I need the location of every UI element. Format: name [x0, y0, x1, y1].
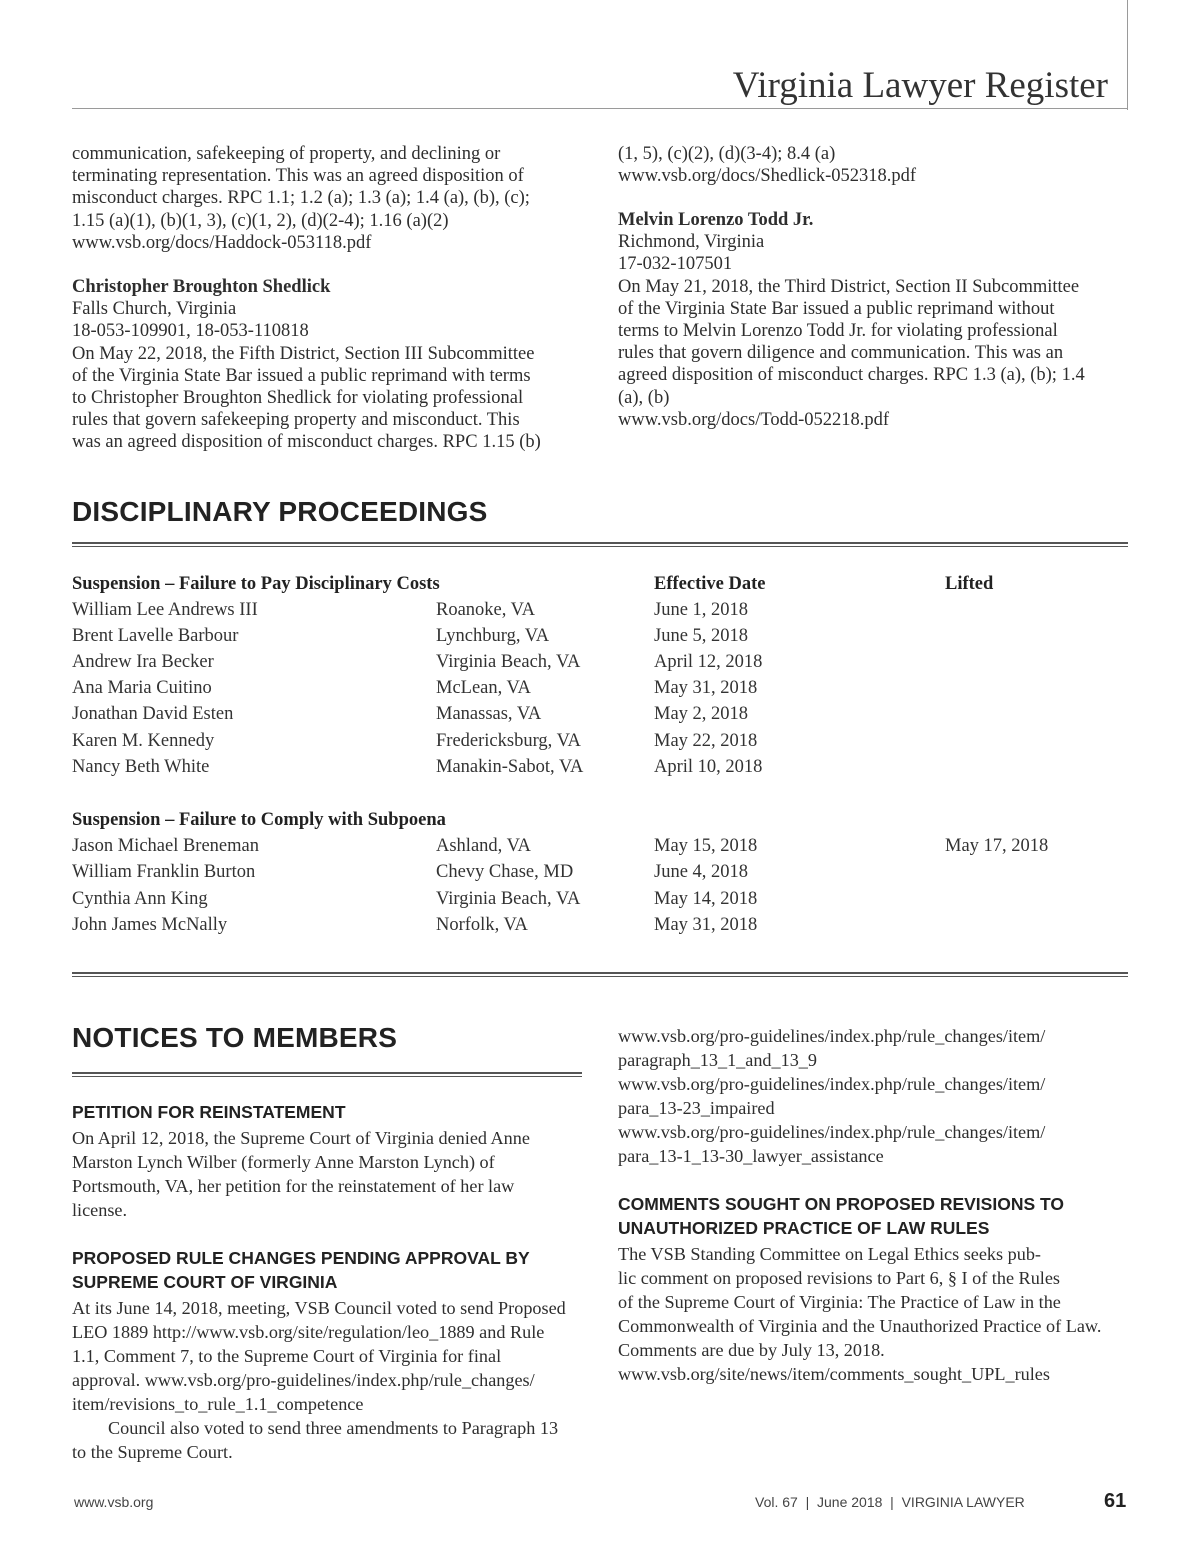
row-effective: June 4, 2018	[654, 862, 749, 882]
text-line: LEO 1889 http://www.vsb.org/site/regulation/leo_1889 and Rule	[72, 1322, 545, 1342]
row-location: Norfolk, VA	[436, 915, 528, 935]
text-line: The VSB Standing Committee on Legal Ethics seeks pub-	[618, 1244, 1041, 1264]
link-line: para_13-1_13-30_lawyer_assistance	[618, 1146, 884, 1166]
link-line: paragraph_13_1_and_13_9	[618, 1050, 817, 1070]
row-effective: April 12, 2018	[654, 652, 763, 672]
row-name: Jason Michael Breneman	[72, 836, 259, 856]
text-line: Portsmouth, VA, her petition for the reinstatement of her law	[72, 1176, 515, 1196]
row-location: Roanoke, VA	[436, 600, 536, 620]
row-effective: May 31, 2018	[654, 678, 758, 698]
link-line: www.vsb.org/pro-guidelines/index.php/rule_changes/item/	[618, 1122, 1046, 1142]
text-line: Commonwealth of Virginia and the Unauthorized Practice of Law.	[618, 1316, 1102, 1336]
text-line: 1.1, Comment 7, to the Supreme Court of Virginia for final	[72, 1346, 502, 1366]
shedlick-entry	[72, 276, 592, 454]
row-name: Karen M. Kennedy	[72, 731, 215, 751]
text-line: On May 22, 2018, the Fifth District, Section III Subcommittee	[72, 343, 535, 364]
row-effective: May 31, 2018	[654, 915, 758, 935]
header-rule	[72, 108, 1128, 109]
row-effective: April 10, 2018	[654, 757, 763, 777]
row-name: William Franklin Burton	[72, 862, 256, 882]
text-line: license.	[72, 1200, 128, 1220]
link-line: www.vsb.org/pro-guidelines/index.php/rule_changes/item/	[618, 1074, 1046, 1094]
publication-title: Virginia Lawyer Register	[732, 65, 1108, 106]
group-title: Suspension – Failure to Pay Disciplinary Costs	[72, 574, 440, 594]
text-line: of the Virginia State Bar issued a public reprimand without	[618, 298, 1055, 319]
text-line: www.vsb.org/docs/Haddock-053118.pdf	[72, 232, 372, 253]
row-name: William Lee Andrews III	[72, 600, 258, 620]
row-location: Virginia Beach, VA	[436, 889, 581, 909]
text-line: to the Supreme Court.	[72, 1442, 233, 1462]
link-line: www.vsb.org/pro-guidelines/index.php/rule_changes/item/	[618, 1026, 1046, 1046]
row-effective: May 14, 2018	[654, 889, 758, 909]
text-line: misconduct charges. RPC 1.1; 1.2 (a); 1.3 (a); 1.4 (a), (b), (c);	[72, 188, 530, 209]
row-location: Manakin-Sabot, VA	[436, 757, 584, 777]
notices-double-rule	[72, 1072, 582, 1077]
header-vertical-rule	[1127, 0, 1128, 110]
notices-heading: NOTICES TO MEMBERS	[72, 1022, 398, 1053]
comments-text	[618, 1242, 1138, 1386]
text-line: terminating representation. This was an agreed disposition of	[72, 166, 524, 187]
todd-entry	[618, 209, 1138, 431]
respondent-name: Christopher Broughton Shedlick	[72, 277, 331, 297]
text-line: On April 12, 2018, the Supreme Court of Virginia denied Anne	[72, 1128, 530, 1148]
row-location: Manassas, VA	[436, 704, 542, 724]
row-name: Nancy Beth White	[72, 757, 210, 777]
text-line: 1.15 (a)(1), (b)(1, 3), (c)(1, 2), (d)(2-4); 1.16 (a)(2)	[72, 210, 449, 231]
row-name: Ana Maria Cuitino	[72, 678, 212, 698]
text-line: lic comment on proposed revisions to Part 6, § I of the Rules	[618, 1268, 1060, 1288]
text-line: was an agreed disposition of misconduct charges. RPC 1.15 (b)	[72, 432, 541, 453]
text-line: rules that govern diligence and communication. This was an	[618, 343, 1064, 364]
row-name: Brent Lavelle Barbour	[72, 626, 239, 646]
row-effective: June 1, 2018	[654, 600, 749, 620]
shedlick-continuation	[618, 143, 1138, 187]
row-name: John James McNally	[72, 915, 228, 935]
heading-line: SUPREME COURT OF VIRGINIA	[72, 1272, 338, 1292]
row-name: Cynthia Ann King	[72, 889, 208, 909]
text-line: of the Virginia State Bar issued a public reprimand with terms	[72, 365, 531, 386]
row-name: Jonathan David Esten	[72, 704, 234, 724]
footer-issue: Vol. 67 | June 2018 | VIRGINIA LAWYER	[755, 1494, 1025, 1510]
row-location: Virginia Beach, VA	[436, 652, 581, 672]
text-line: 17-032-107501	[618, 254, 733, 275]
page-number: 61	[1104, 1490, 1127, 1512]
footer-url: www.vsb.org	[74, 1494, 154, 1510]
petition-text	[72, 1126, 592, 1222]
text-line: On May 21, 2018, the Third District, Section II Subcommittee	[618, 276, 1080, 297]
row-name: Andrew Ira Becker	[72, 652, 214, 672]
column-header-lifted: Lifted	[945, 574, 994, 594]
row-location: McLean, VA	[436, 678, 531, 698]
row-location: Fredericksburg, VA	[436, 731, 581, 751]
text-line: 18-053-109901, 18-053-110818	[72, 321, 309, 342]
section-double-rule	[72, 972, 1128, 977]
row-location: Ashland, VA	[436, 836, 531, 856]
proposed-rule-heading	[72, 1246, 530, 1294]
heading-line: COMMENTS SOUGHT ON PROPOSED REVISIONS TO	[618, 1194, 1064, 1214]
text-line: item/revisions_to_rule_1.1_competence	[72, 1394, 364, 1414]
text-line: Richmond, Virginia	[618, 232, 765, 253]
text-line: Falls Church, Virginia	[72, 299, 237, 320]
text-line: At its June 14, 2018, meeting, VSB Council voted to send Proposed	[72, 1298, 566, 1318]
text-line: agreed disposition of misconduct charges. RPC 1.3 (a), (b); 1.4	[618, 365, 1085, 386]
link-line: para_13-23_impaired	[618, 1098, 775, 1118]
text-line: Council also voted to send three amendments to Paragraph 13	[108, 1418, 559, 1438]
group-title: Suspension – Failure to Comply with Subpoena	[72, 810, 446, 830]
row-effective: May 22, 2018	[654, 731, 758, 751]
text-line: www.vsb.org/site/news/item/comments_sought_UPL_rules	[618, 1364, 1050, 1384]
petition-heading: PETITION FOR REINSTATEMENT	[72, 1102, 346, 1122]
text-line: communication, safekeeping of property, and declining or	[72, 144, 501, 164]
row-effective: June 5, 2018	[654, 626, 749, 646]
text-line: www.vsb.org/docs/Shedlick-052318.pdf	[618, 166, 917, 187]
text-line: Marston Lynch Wilber (formerly Anne Marston Lynch) of	[72, 1152, 495, 1172]
respondent-name: Melvin Lorenzo Todd Jr.	[618, 210, 814, 230]
heading-line: PROPOSED RULE CHANGES PENDING APPROVAL BY	[72, 1248, 530, 1268]
section-double-rule	[72, 542, 1128, 547]
text-line: approval. www.vsb.org/pro-guidelines/index.php/rule_changes/	[72, 1370, 535, 1390]
disciplinary-heading: DISCIPLINARY PROCEEDINGS	[72, 496, 488, 527]
text-line: rules that govern safekeeping property and misconduct. This	[72, 410, 520, 431]
text-line: (a), (b)	[618, 387, 670, 408]
text-line: to Christopher Broughton Shedlick for violating professional	[72, 388, 524, 409]
haddock-continuation	[72, 143, 592, 254]
row-effective: May 15, 2018	[654, 836, 758, 856]
row-location: Chevy Chase, MD	[436, 862, 574, 882]
rule-change-links	[618, 1024, 1138, 1168]
row-effective: May 2, 2018	[654, 704, 749, 724]
text-line: (1, 5), (c)(2), (d)(3-4); 8.4 (a)	[618, 144, 836, 164]
heading-line: UNAUTHORIZED PRACTICE OF LAW RULES	[618, 1218, 990, 1238]
text-line: of the Supreme Court of Virginia: The Practice of Law in the	[618, 1292, 1061, 1312]
text-line: www.vsb.org/docs/Todd-052218.pdf	[618, 409, 890, 430]
text-line: terms to Melvin Lorenzo Todd Jr. for violating professional	[618, 321, 1058, 342]
row-lifted: May 17, 2018	[945, 836, 1049, 856]
column-header-effective: Effective Date	[654, 574, 766, 594]
row-location: Lynchburg, VA	[436, 626, 550, 646]
proposed-rule-text	[72, 1296, 592, 1464]
comments-heading	[618, 1192, 1064, 1240]
text-line: Comments are due by July 13, 2018.	[618, 1340, 885, 1360]
